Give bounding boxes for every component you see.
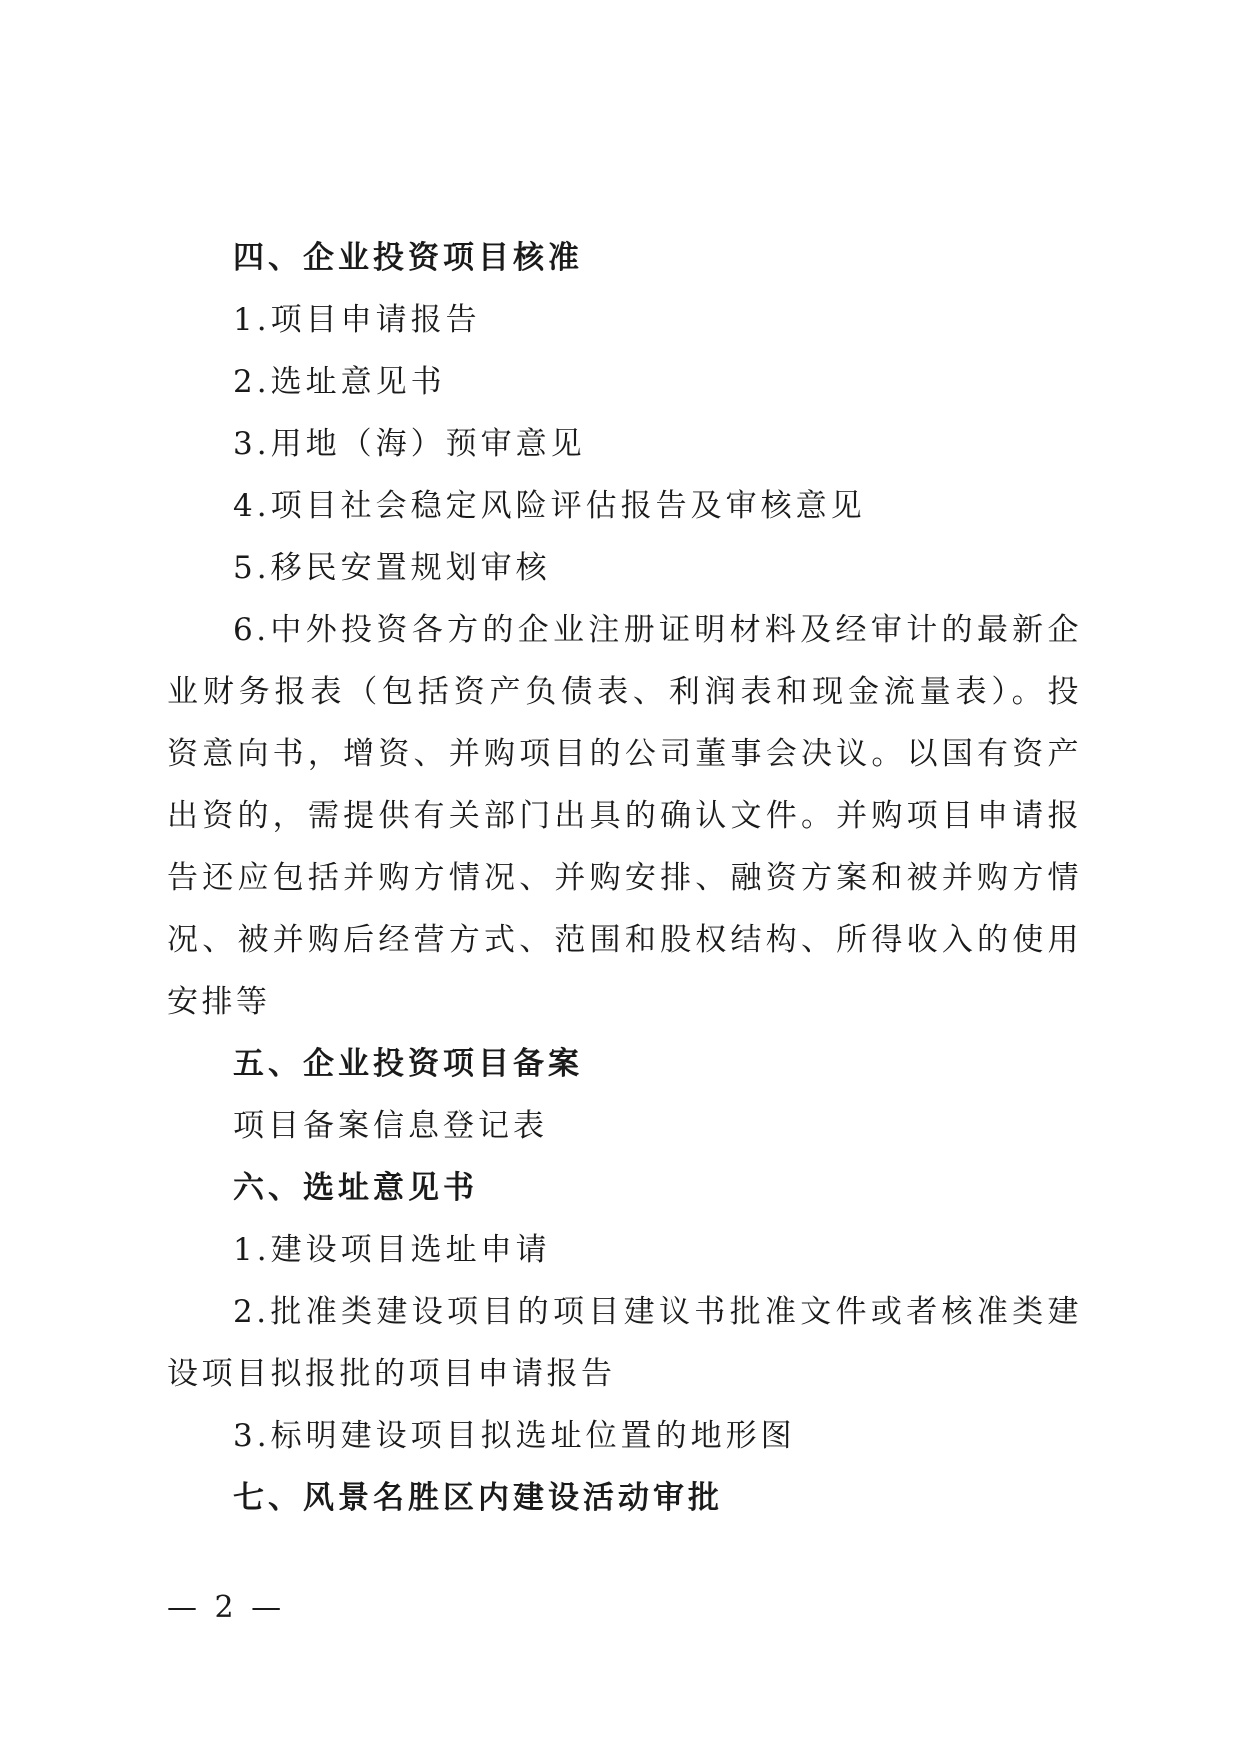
list-item: 项目备案信息登记表 [233, 1108, 548, 1144]
list-item: 5.移民安置规划审核 [233, 550, 551, 586]
list-item-paragraph: 6.中外投资各方的企业注册证明材料及经审计的最新企业财务报表（包括资产负债表、利润表和现金流量表）。投资意向书，增资、并购项目的公司董事会决议。以国有资产出资的，需提供有关部门出具的确认文件。并购项目申请报告还应包括并购方情况、并购安排、融资方案和被并购方情况、被并购后经营方式、范围和股权结构、所得收入的使用安排等 [167, 612, 1082, 1020]
list-item: 2.选址意见书 [233, 364, 446, 400]
list-item: 4.项目社会稳定风险评估报告及审核意见 [233, 488, 866, 524]
list-item: 3.用地（海）预审意见 [233, 426, 586, 462]
section-heading-4: 四、企业投资项目核准 [233, 240, 583, 276]
list-item: 1.建设项目选址申请 [233, 1232, 551, 1268]
list-item: 3.标明建设项目拟选址位置的地形图 [233, 1418, 796, 1454]
section-heading-6: 六、选址意见书 [233, 1170, 478, 1206]
section-heading-5: 五、企业投资项目备案 [233, 1046, 583, 1082]
document-body [167, 227, 1082, 1529]
section-heading-7: 七、风景名胜区内建设活动审批 [233, 1480, 723, 1516]
page-number: — 2 — [167, 1590, 286, 1625]
list-item-paragraph: 2.批准类建设项目的项目建议书批准文件或者核准类建设项目拟报批的项目申请报告 [167, 1294, 1082, 1392]
list-item: 1.项目申请报告 [233, 302, 481, 338]
